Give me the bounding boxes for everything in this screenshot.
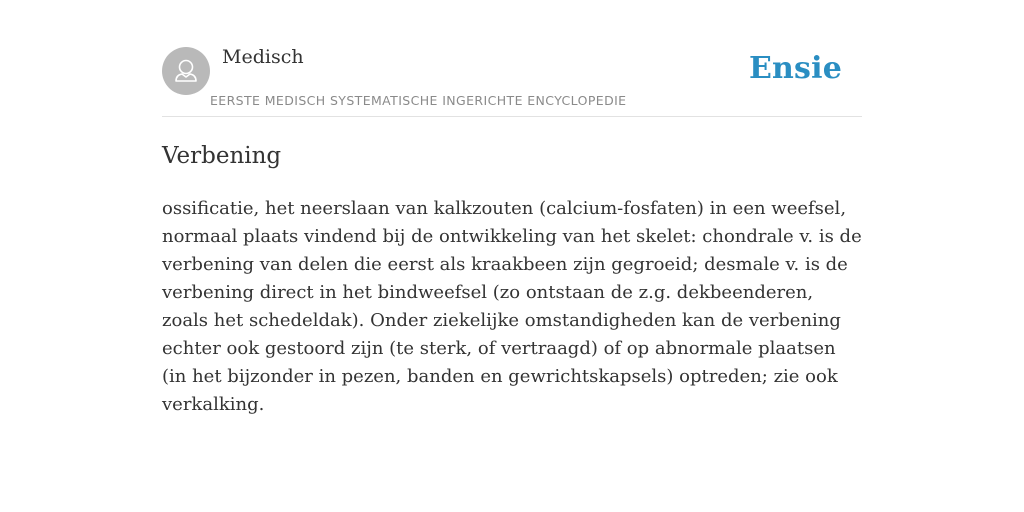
source-header xyxy=(162,0,862,117)
source-subtitle: EERSTE MEDISCH SYSTEMATISCHE INGERICHTE ENCYCLOPEDIE xyxy=(210,93,627,108)
source-name-link[interactable]: Medisch xyxy=(222,46,304,68)
brand-logo[interactable]: Ensie xyxy=(748,51,842,86)
article-title: Verbening xyxy=(162,143,282,169)
source-avatar[interactable] xyxy=(162,47,210,95)
user-icon xyxy=(162,47,210,95)
page-container xyxy=(162,0,862,419)
article-body: ossificatie, het neerslaan van kalkzouten (calcium-fosfaten) in een weefsel, normaal plaats vindend bij de ontwikkeling van het skelet: chondrale v. is de verbening van delen die eerst als kraakbeen zijn gegroeid; desmale v. is de verbening direct in het bindweefsel (zo ontstaan de z.g. dekbeenderen, zoals het schedeldak). Onder ziekelijke omstandigheden kan de verbening echter ook gestoord zijn (te sterk, of vertraagd) of op abnormale plaatsen (in het bijzonder in pezen, banden en gewrichtskapsels) optreden; zie ook verkalking. xyxy=(162,198,862,415)
